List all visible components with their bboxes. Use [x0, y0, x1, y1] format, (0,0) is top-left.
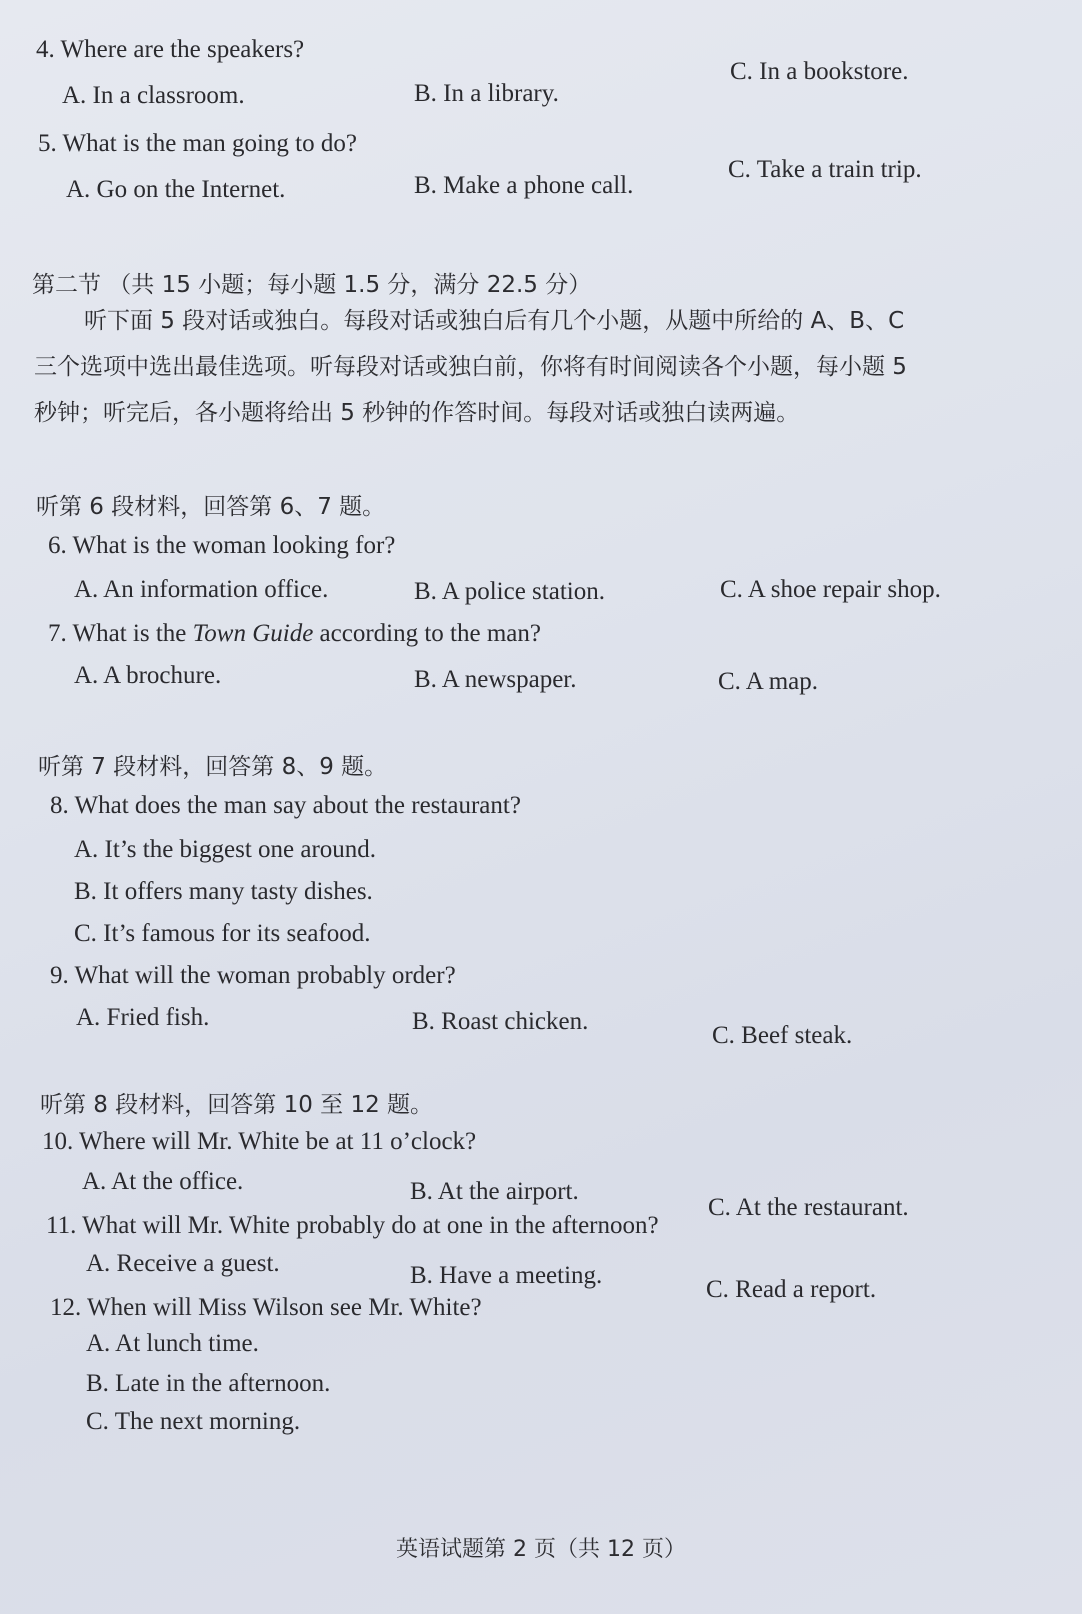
question-9-stem: 9. What will the woman probably order?	[50, 962, 456, 989]
material-7-heading: 听第 7 段材料，回答第 8、9 题。	[38, 754, 388, 780]
question-8-stem: 8. What does the man say about the restaurant?	[50, 792, 521, 819]
question-4-option-c: C. In a bookstore.	[730, 58, 909, 85]
question-7-stem	[48, 620, 541, 648]
question-11-option-a: A. Receive a guest.	[86, 1250, 280, 1277]
question-12-stem: 12. When will Miss Wilson see Mr. White?	[50, 1294, 482, 1321]
question-6-option-c: C. A shoe repair shop.	[720, 576, 941, 603]
question-11-option-b: B. Have a meeting.	[410, 1262, 603, 1289]
question-10-option-c: C. At the restaurant.	[708, 1194, 909, 1221]
question-5-option-b: B. Make a phone call.	[414, 172, 634, 199]
question-6-option-a: A. An information office.	[74, 576, 329, 603]
question-5-option-a: A. Go on the Internet.	[66, 176, 286, 203]
question-9-option-c: C. Beef steak.	[712, 1022, 853, 1049]
question-6-stem: 6. What is the woman looking for?	[48, 532, 396, 559]
question-11-option-c: C. Read a report.	[706, 1276, 877, 1303]
question-4-stem: 4. Where are the speakers?	[36, 36, 305, 63]
question-8-option-a: A. It’s the biggest one around.	[74, 836, 377, 863]
section-2-heading: 第二节 （共 15 小题；每小题 1.5 分，满分 22.5 分）	[32, 272, 592, 298]
instructions-line-3: 秒钟；听完后，各小题将给出 5 秒钟的作答时间。每段对话或独白读两遍。	[34, 400, 800, 426]
question-10-option-b: B. At the airport.	[410, 1178, 579, 1205]
question-4-option-a: A. In a classroom.	[62, 82, 245, 109]
question-12-option-a: A. At lunch time.	[86, 1330, 259, 1357]
question-7-option-b: B. A newspaper.	[414, 666, 577, 693]
question-7-stem-title: Town Guide	[192, 620, 314, 647]
question-9-option-b: B. Roast chicken.	[412, 1008, 589, 1035]
question-7-stem-post: according to the man?	[313, 620, 541, 647]
question-4-option-b: B. In a library.	[414, 80, 559, 107]
page-footer: 英语试题第 2 页（共 12 页）	[396, 1537, 686, 1562]
question-12-option-b: B. Late in the afternoon.	[86, 1370, 331, 1397]
question-8-option-b: B. It offers many tasty dishes.	[74, 878, 373, 905]
instructions-line-2: 三个选项中选出最佳选项。听每段对话或独白前，你将有时间阅读各个小题，每小题 5	[34, 354, 907, 380]
question-10-option-a: A. At the office.	[82, 1168, 244, 1195]
question-8-option-c: C. It’s famous for its seafood.	[74, 920, 371, 947]
instructions-line-1: 听下面 5 段对话或独白。每段对话或独白后有几个小题，从题中所给的 A、B、C	[84, 308, 905, 334]
question-7-option-c: C. A map.	[718, 668, 819, 695]
question-10-stem: 10. Where will Mr. White be at 11 o’clock?	[42, 1128, 477, 1155]
question-11-stem: 11. What will Mr. White probably do at one in the afternoon?	[46, 1212, 659, 1239]
question-5-option-c: C. Take a train trip.	[728, 156, 922, 183]
material-8-heading: 听第 8 段材料，回答第 10 至 12 题。	[40, 1092, 434, 1118]
material-6-heading: 听第 6 段材料，回答第 6、7 题。	[36, 494, 386, 520]
question-7-option-a: A. A brochure.	[74, 662, 222, 689]
question-7-stem-pre: 7. What is the	[48, 620, 193, 647]
section-2-instructions	[34, 298, 907, 436]
question-6-option-b: B. A police station.	[414, 578, 605, 605]
question-5-stem: 5. What is the man going to do?	[38, 130, 357, 157]
question-12-option-c: C. The next morning.	[86, 1408, 301, 1435]
question-9-option-a: A. Fried fish.	[76, 1004, 210, 1031]
